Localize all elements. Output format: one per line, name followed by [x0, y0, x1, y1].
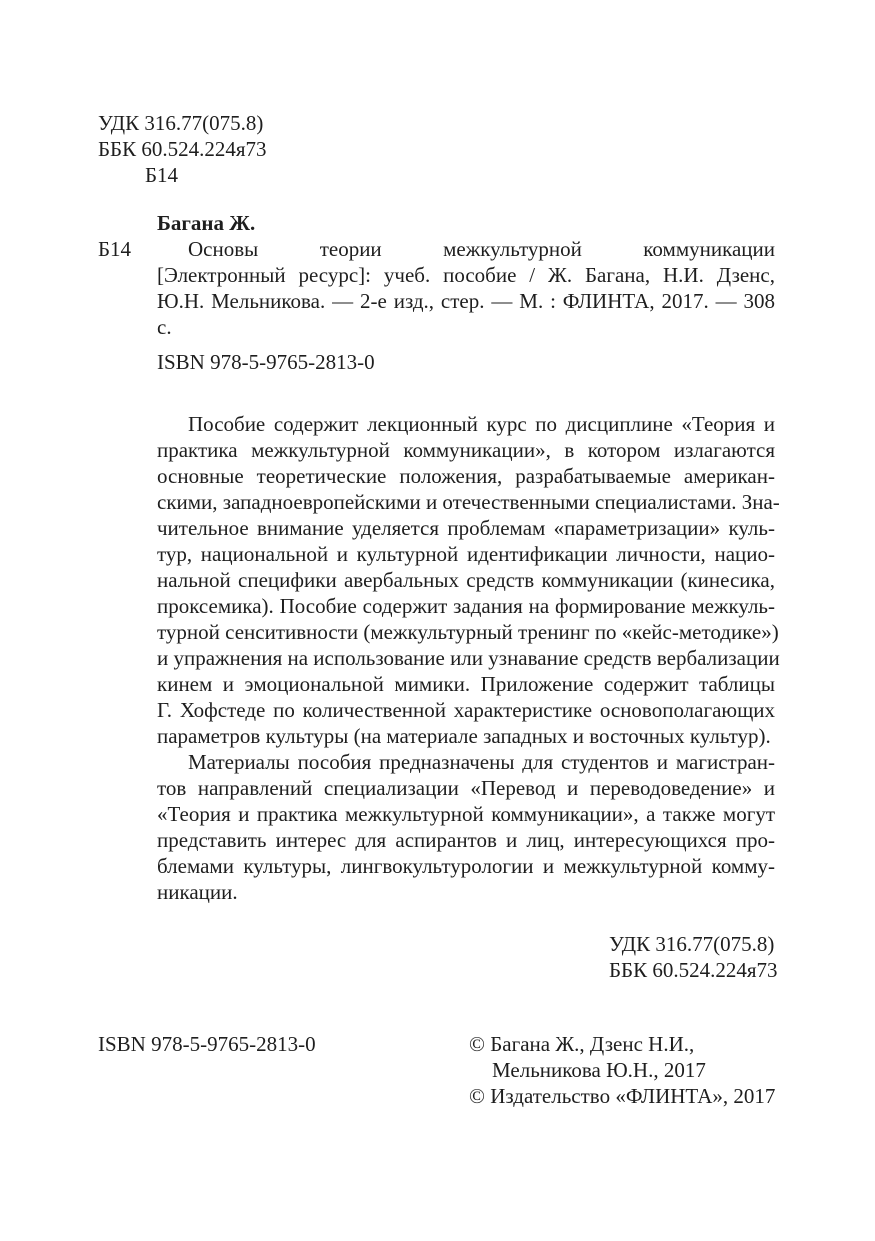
bib-code: Б14 [98, 237, 132, 261]
bbk-code: ББК 60.524.224я73 [98, 137, 267, 161]
abstract-line: «Теория и практика межкультурной коммуникации», а также могут [157, 802, 775, 826]
copyright-authors: © Багана Ж., Дзенс Н.И., [469, 1032, 695, 1056]
abstract-line: тов направлений специализации «Перевод и переводоведение» и [157, 776, 775, 800]
author-name: Багана Ж. [157, 211, 256, 235]
abstract-line: практика межкультурной коммуникации», в котором излагаются [157, 438, 775, 462]
abstract-line: чительное внимание уделяется проблемам «параметризации» куль- [157, 516, 775, 540]
bib-line-2: [Электронный ресурс]: учеб. пособие / Ж. Багана, Н.И. Дзенс, [157, 263, 775, 287]
copyright-publisher: © Издательство «ФЛИНТА», 2017 [469, 1084, 776, 1108]
abstract-line: представить интерес для аспирантов и лиц, интересующихся про- [157, 828, 775, 852]
abstract-line: нальной специфики авербальных средств коммуникации (кинесика, [157, 568, 775, 592]
abstract-paragraph-2 [157, 749, 775, 905]
author-code: Б14 [145, 163, 179, 187]
abstract-line: Г. Хофстеде по количественной характеристике основополагающих [157, 698, 775, 722]
abstract-line: Пособие содержит лекционный курс по дисциплине «Теория и [188, 412, 775, 436]
bib-line-3: Ю.Н. Мельникова. — 2-е изд., стер. — М. : ФЛИНТА, 2017. — 308 с. [157, 289, 775, 339]
abstract-line: кинем и эмоциональной мимики. Приложение содержит таблицы [157, 672, 775, 696]
bib-line-1: Основы теории межкультурной коммуникации [188, 237, 775, 261]
bib-isbn: ISBN 978-5-9765-2813-0 [157, 350, 375, 374]
abstract-line: никации. [157, 880, 238, 904]
abstract-line: турной сенситивности (межкультурный тренинг по «кейс-методике») [157, 620, 779, 644]
abstract-paragraph-1 [157, 411, 780, 749]
copyright-authors-cont: Мельникова Ю.Н., 2017 [492, 1058, 706, 1082]
footer-bbk-code: ББК 60.524.224я73 [609, 958, 778, 982]
footer-isbn: ISBN 978-5-9765-2813-0 [98, 1032, 316, 1056]
footer-udk-code: УДК 316.77(075.8) [609, 932, 775, 956]
udk-code: УДК 316.77(075.8) [98, 111, 264, 135]
abstract-line: Материалы пособия предназначены для студентов и магистран- [188, 750, 775, 774]
abstract-line: проксемика). Пособие содержит задания на формирование межкуль- [157, 594, 775, 618]
abstract-line: скими, западноевропейскими и отечественными специалистами. Зна- [157, 490, 780, 514]
abstract-line: и упражнения на использование или узнавание средств вербализации [157, 646, 780, 670]
abstract-line: тур, национальной и культурной идентификации личности, нацио- [157, 542, 775, 566]
abstract-line: основные теоретические положения, разрабатываемые американ- [157, 464, 775, 488]
abstract-line: параметров культуры (на материале западных и восточных культур). [157, 724, 771, 748]
abstract-line: блемами культуры, лингвокультурологии и межкультурной комму- [157, 854, 775, 878]
